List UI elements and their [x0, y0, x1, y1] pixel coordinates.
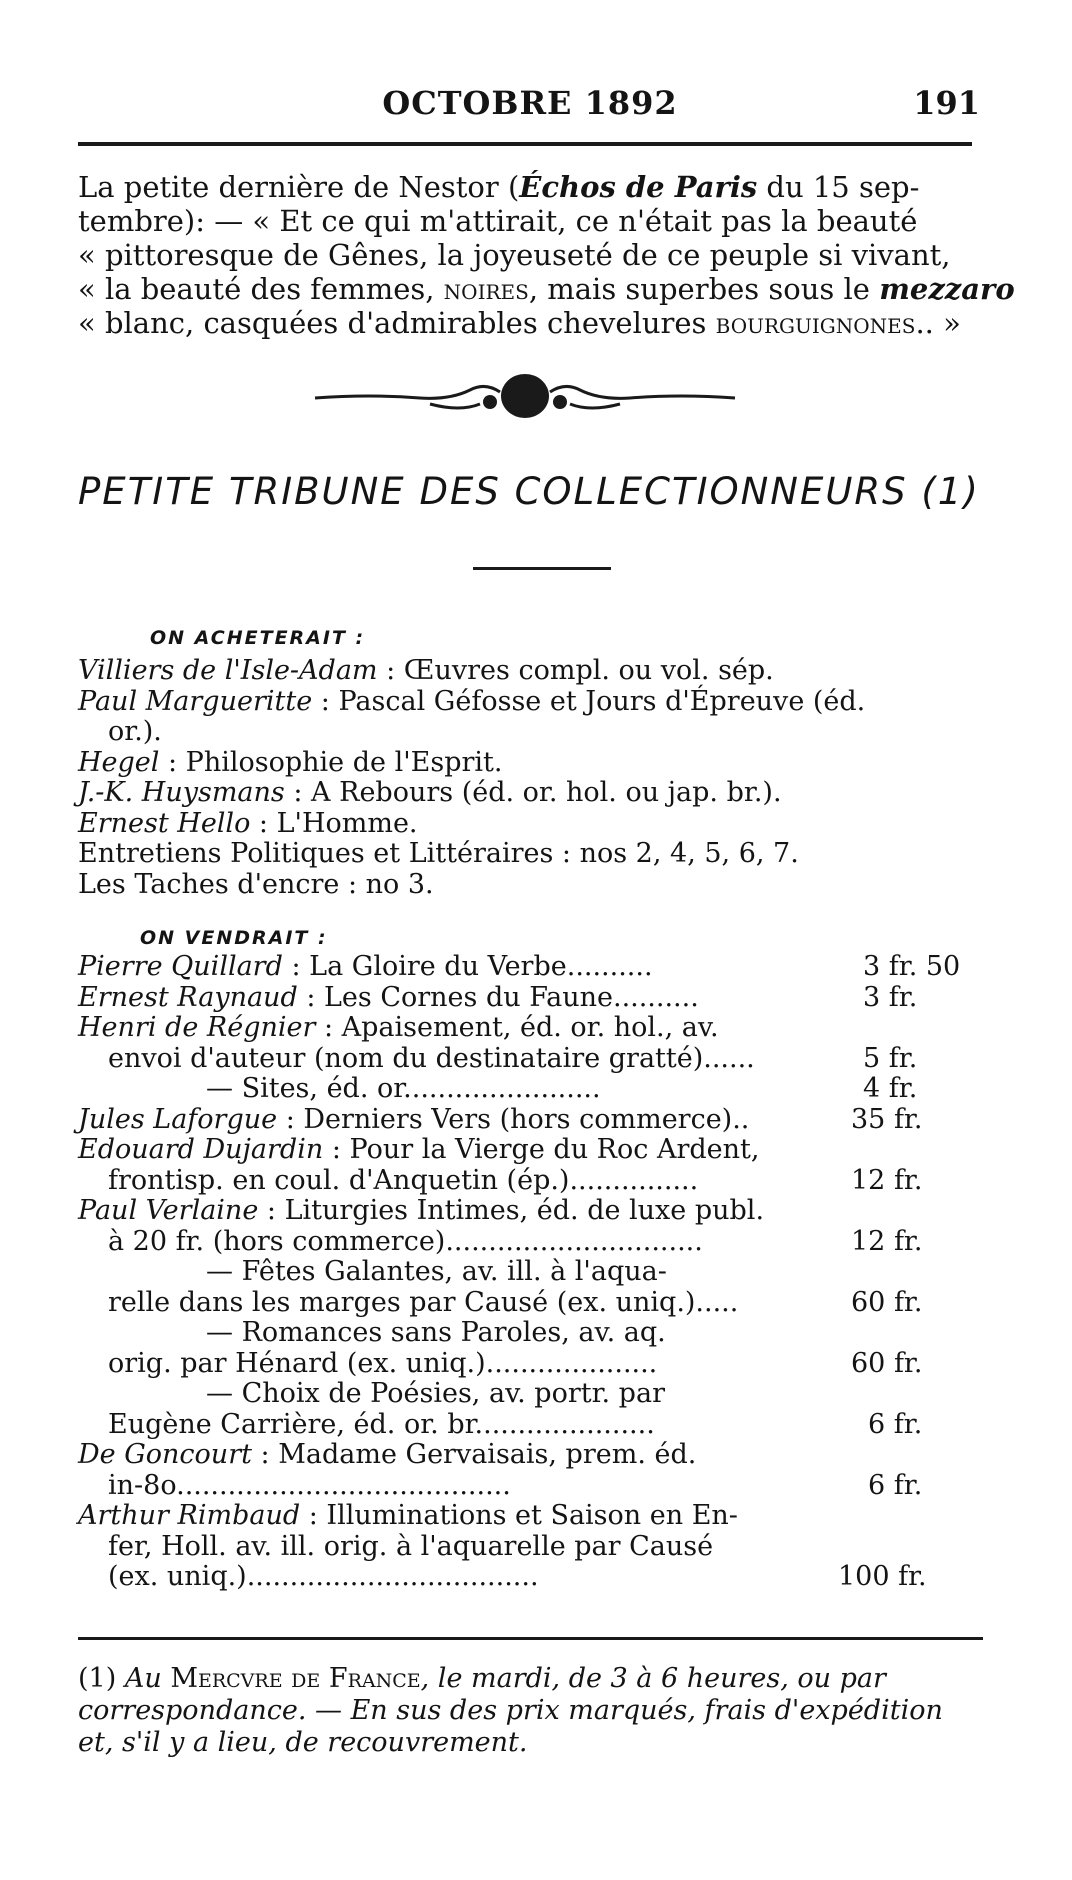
entry-text: — Sites, éd. or.......................: [206, 1073, 601, 1104]
buy-list: [78, 656, 983, 900]
sell-row: [78, 1196, 983, 1227]
entry-price: 3 fr. 50: [863, 951, 961, 982]
entry-text: — Choix de Poésies, av. portr. par: [206, 1378, 665, 1409]
sell-row: [78, 1349, 983, 1380]
entry-author: De Goncourt: [78, 1439, 252, 1470]
footnote-marker: (1): [78, 1663, 125, 1694]
buy-entry: [78, 839, 983, 870]
entry-price: 4 fr.: [863, 1073, 918, 1104]
entry-author: Henri de Régnier: [78, 1012, 316, 1043]
sell-row: [78, 1471, 983, 1502]
entry-text: fer, Holl. av. ill. orig. à l'aquarelle par Causé: [108, 1530, 714, 1562]
buy-entry: [78, 717, 983, 748]
header-rule: [78, 142, 972, 146]
entry-text: Entretiens Politiques et Littéraires : nos 2, 4, 5, 6, 7.: [78, 838, 799, 869]
entry-price: 60 fr.: [851, 1347, 923, 1379]
entry-text: à 20 fr. (hors commerce)..............................: [108, 1225, 703, 1257]
entry-text: (ex. uniq.)..................................: [108, 1561, 539, 1592]
sell-row: [78, 1074, 983, 1105]
sell-row: [78, 1166, 983, 1197]
entry-price: 60 fr.: [851, 1286, 923, 1318]
entry-text: relle dans les marges par Causé (ex. uniq.).....: [108, 1286, 739, 1318]
footnote-line: et, s'il y a lieu, de recouvrement.: [78, 1727, 528, 1758]
entry-author: Paul Verlaine: [78, 1195, 259, 1226]
footnote-text: Au: [124, 1663, 171, 1694]
buy-entry: [78, 809, 983, 840]
entry-text: : Liturgies Intimes, éd. de luxe publ.: [258, 1195, 765, 1226]
sell-row: [78, 1044, 983, 1075]
buy-entry: [78, 656, 983, 687]
entry-price: 6 fr.: [868, 1408, 923, 1440]
footnote-smallcaps: Mercvre de France: [170, 1663, 421, 1694]
sell-row: [78, 1379, 983, 1410]
quote-line: [78, 170, 978, 204]
footnote: [78, 1663, 983, 1759]
entry-text: envoi d'auteur (nom du destinataire gratté)......: [108, 1042, 755, 1074]
running-title: OCTOBRE 1892: [382, 84, 678, 122]
sell-row: [78, 1288, 983, 1319]
entry-price: 100 fr.: [838, 1561, 927, 1592]
entry-text: : Illuminations et Saison en En-: [300, 1500, 738, 1531]
ornament-divider-icon: [310, 368, 740, 424]
entry-price: 5 fr.: [863, 1042, 918, 1074]
quote-text: « blanc, casquées d'admirables chevelures: [78, 306, 716, 340]
title-rule: [473, 567, 611, 570]
entry-text: : Œuvres compl. ou vol. sép.: [377, 655, 774, 686]
entry-text: orig. par Hénard (ex. uniq.)....................: [108, 1347, 658, 1379]
sell-row: [78, 952, 983, 983]
entry-author: Ernest Hello: [78, 807, 251, 839]
entry-price: 12 fr.: [851, 1164, 923, 1196]
quote-line: tembre): — « Et ce qui m'attirait, ce n'était pas la beauté: [78, 204, 918, 238]
entry-author: Edouard Dujardin: [78, 1134, 324, 1165]
page-number: 191: [913, 84, 980, 122]
sell-row: [78, 1105, 983, 1136]
footnote-line: correspondance. — En sus des prix marqués, frais d'expédition: [78, 1695, 943, 1726]
quote-line: « pittoresque de Gênes, la joyeuseté de ce peuple si vivant,: [78, 238, 951, 272]
quote-text: .. »: [915, 306, 961, 340]
entry-text: : A Rebours (éd. or. hol. ou jap. br.).: [284, 777, 782, 808]
entry-text: : Pascal Géfosse et Jours d'Épreuve (éd.: [312, 685, 866, 717]
footnote-text: , le mardi, de 3 à 6 heures, ou par: [420, 1663, 886, 1694]
buy-entry: [78, 687, 983, 718]
entry-author: Jules Laforgue: [78, 1103, 278, 1135]
quote-text: La petite dernière de Nestor (: [78, 170, 520, 204]
buy-entry: [78, 778, 983, 809]
quote-source: Échos de Paris: [519, 170, 758, 204]
sell-row: [78, 1318, 983, 1349]
footnote-line: [78, 1663, 983, 1695]
entry-text: — Romances sans Paroles, av. aq.: [206, 1317, 666, 1348]
sell-row: [78, 1440, 983, 1471]
sell-row: [78, 1227, 983, 1258]
entry-text: : L'Homme.: [250, 807, 418, 839]
entry-author: Villiers de l'Isle-Adam: [78, 655, 378, 686]
quote-text: , mais superbes sous le: [528, 272, 880, 306]
quote-line: [78, 306, 978, 340]
buy-heading: ON ACHETERAIT :: [150, 627, 366, 649]
sell-row: [78, 1013, 983, 1044]
sell-row: [78, 983, 983, 1014]
entry-text: in-8o.......................................: [108, 1469, 511, 1501]
sell-row: [78, 1257, 983, 1288]
sell-heading: ON VENDRAIT :: [140, 927, 328, 949]
quote-paragraph: [78, 170, 1015, 340]
running-head: [80, 78, 980, 128]
sell-row: [78, 1410, 983, 1441]
entry-text: : La Gloire du Verbe..........: [282, 951, 653, 982]
entry-author: Paul Margueritte: [78, 685, 313, 717]
entry-price: 3 fr.: [863, 981, 918, 1013]
section-title: PETITE TRIBUNE DES COLLECTIONNEURS (1): [78, 470, 980, 513]
quote-text: du 15 sep-: [757, 170, 920, 204]
entry-price: 35 fr.: [851, 1103, 923, 1135]
entry-price: 6 fr.: [868, 1469, 923, 1501]
quote-line: [78, 272, 1015, 306]
entry-text: or.).: [108, 716, 162, 747]
entry-text: : Pour la Vierge du Roc Ardent,: [323, 1134, 760, 1165]
entry-text: : Philosophie de l'Esprit.: [159, 746, 503, 778]
sell-row: [78, 1532, 983, 1563]
entry-text: frontisp. en coul. d'Anquetin (ép.)...............: [108, 1164, 699, 1196]
entry-text: : Derniers Vers (hors commerce)..: [277, 1103, 750, 1135]
entry-text: Les Taches d'encre : no 3.: [78, 868, 434, 900]
sell-row: [78, 1562, 983, 1593]
entry-text: Eugène Carrière, éd. or. br.....................: [108, 1408, 655, 1440]
entry-author: Pierre Quillard: [78, 951, 283, 982]
quote-smallcaps: noires: [443, 272, 529, 306]
sell-row: [78, 1501, 983, 1532]
quote-text: « la beauté des femmes,: [78, 272, 444, 306]
entry-text: : Les Cornes du Faune..........: [297, 981, 699, 1013]
sell-row: [78, 1135, 983, 1166]
footnote-rule: [78, 1637, 983, 1640]
quote-italic: mezzaro: [879, 272, 1015, 306]
entry-text: : Apaisement, éd. or. hol., av.: [315, 1012, 719, 1043]
entry-author: Hegel: [78, 746, 160, 778]
entry-author: Arthur Rimbaud: [78, 1500, 301, 1531]
buy-entry: [78, 748, 983, 779]
entry-author: J.-K. Huysmans: [78, 777, 285, 808]
quote-smallcaps: bourguignones: [715, 306, 916, 340]
entry-text: : Madame Gervaisais, prem. éd.: [251, 1439, 697, 1470]
entry-author: Ernest Raynaud: [78, 981, 298, 1013]
entry-price: 12 fr.: [851, 1225, 923, 1257]
sell-list: [78, 952, 983, 1593]
entry-text: — Fêtes Galantes, av. ill. à l'aqua-: [206, 1256, 667, 1287]
buy-entry: [78, 870, 983, 901]
